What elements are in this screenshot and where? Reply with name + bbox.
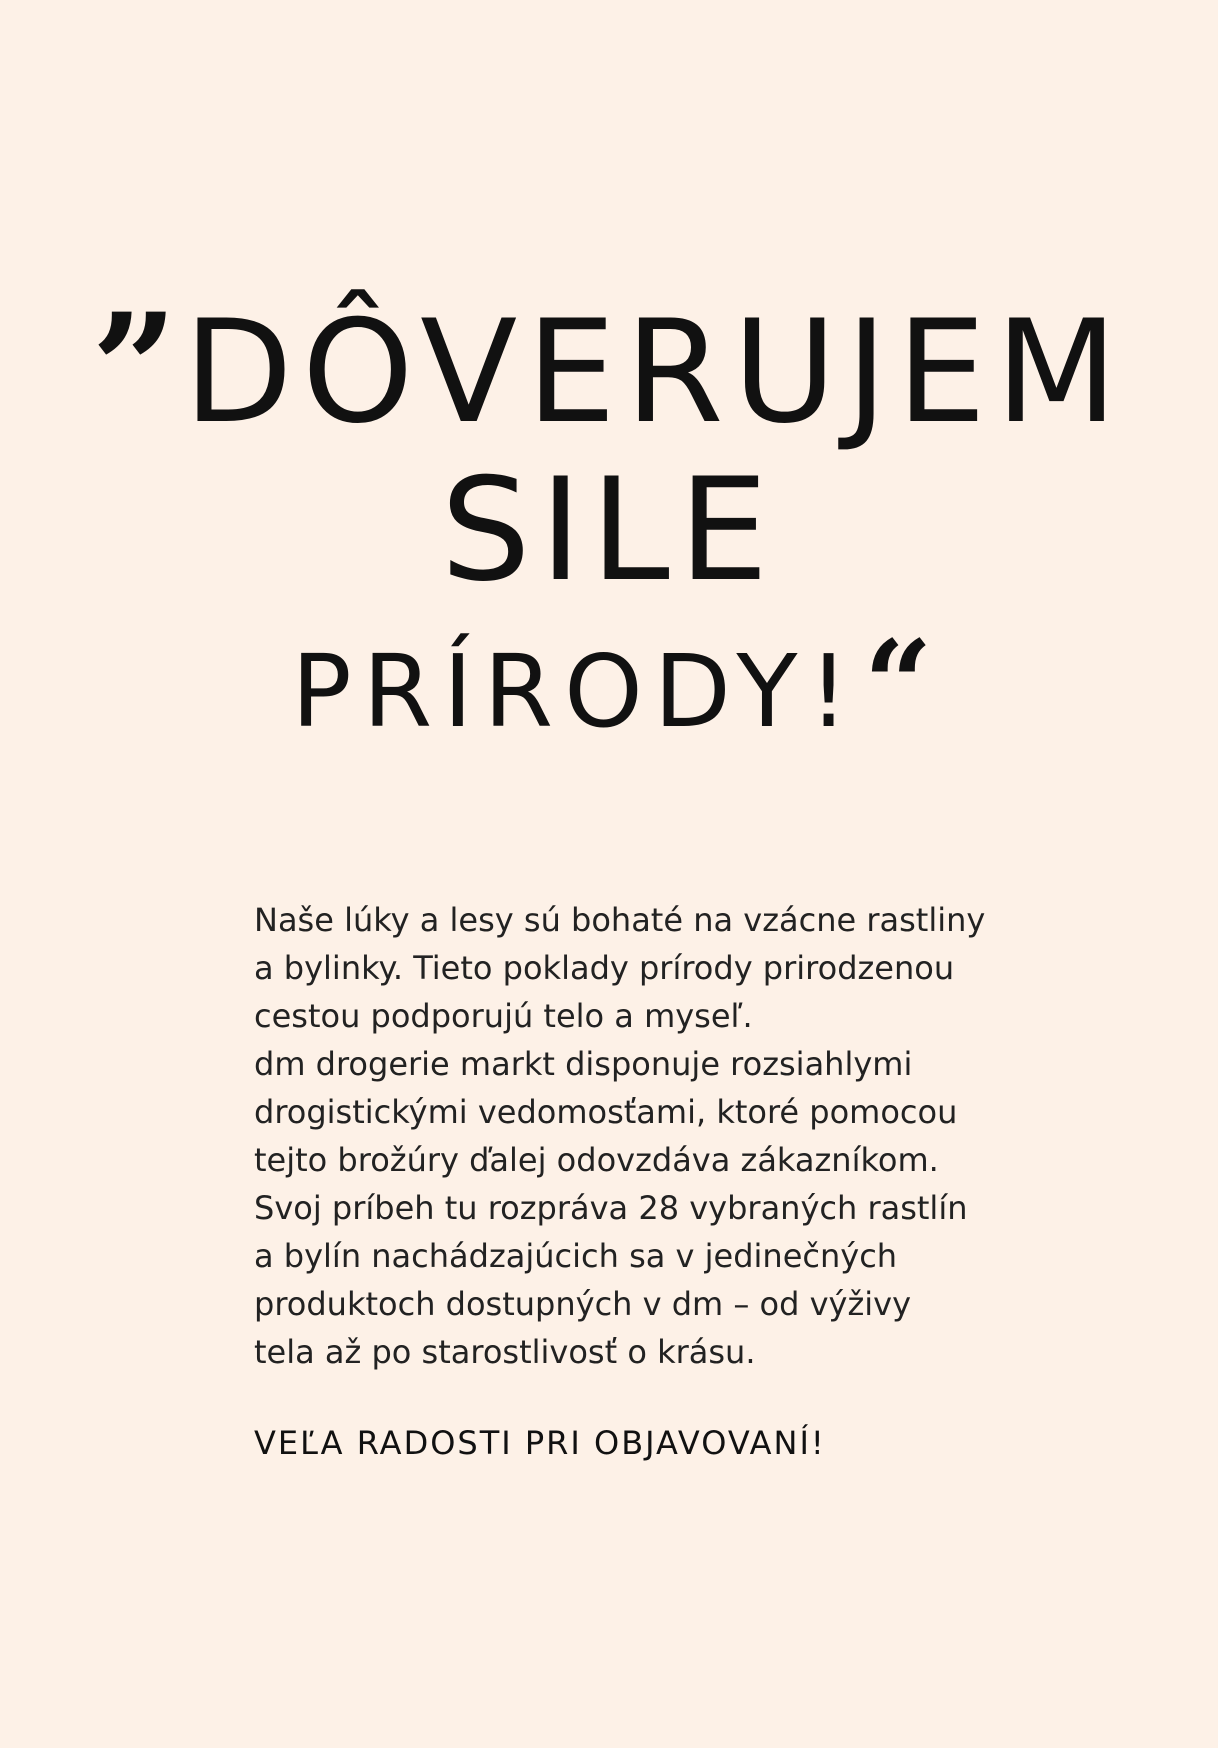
paragraph-line: dm drogerie markt disponuje rozsiahlymi xyxy=(254,1045,913,1083)
paragraph-line: a bylín nachádzajúcich sa v jedinečných xyxy=(254,1237,898,1275)
paragraph-line: Naše lúky a lesy sú bohaté na vzácne rastliny xyxy=(254,901,986,939)
headline-quote xyxy=(0,281,1218,767)
paragraph-line: drogistickými vedomosťami, ktoré pomocou xyxy=(254,1093,958,1131)
paragraph-line: produktoch dostupných v dm – od výživy xyxy=(254,1285,912,1323)
paragraph-line: cestou podporujú telo a myseľ. xyxy=(254,997,753,1035)
closing-quote-mark: “ xyxy=(863,614,927,755)
headline-word-doverujem: DÔVERUJEM xyxy=(183,290,1127,455)
paragraph-line: Svoj príbeh tu rozpráva 28 vybraných rastlín xyxy=(254,1189,968,1227)
headline-line-1 xyxy=(0,281,1218,457)
paragraph-line: tejto brožúry ďalej odovzdáva zákazníkom. xyxy=(254,1141,939,1179)
headline-line-3 xyxy=(0,610,1218,767)
paragraph-line: a bylinky. Tieto poklady prírody prirodzenou xyxy=(254,949,955,987)
paragraph-line: tela až po starostlivosť o krásu. xyxy=(254,1333,756,1371)
headline-word-prirody: PRÍRODY! xyxy=(291,633,860,750)
headline-line-2: SILE xyxy=(440,448,778,613)
opening-quote-mark: ” xyxy=(91,281,172,457)
intro-paragraph xyxy=(254,896,1014,1376)
closing-tagline: VEĽA RADOSTI PRI OBJAVOVANÍ! xyxy=(254,1424,826,1462)
